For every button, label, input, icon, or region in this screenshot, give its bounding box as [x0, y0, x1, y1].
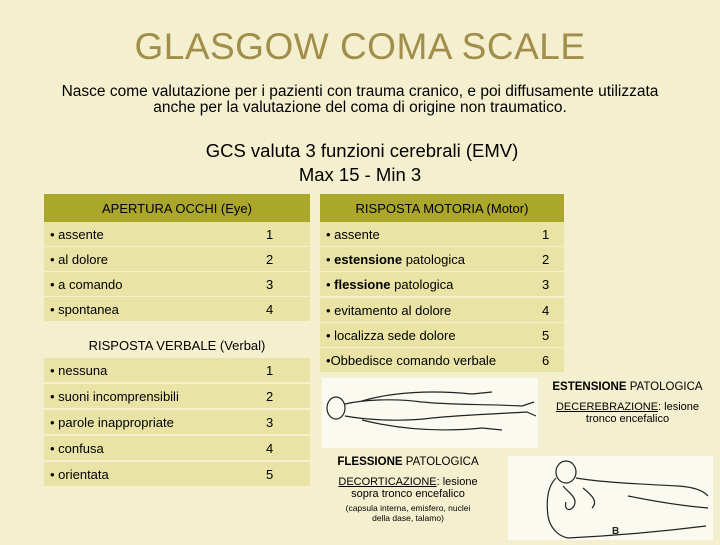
motor-row-bullet: •: [326, 302, 335, 318]
motor-row-score: 4: [542, 302, 550, 318]
verbal-row-score: 4: [266, 441, 274, 456]
intro-line-2: anche per la valutazione del coma di origine non traumatico.: [153, 99, 567, 116]
motor-row-score: 6: [542, 353, 550, 368]
intro-line-1: Nasce come valutazione per i pazienti con trauma cranico, e poi diffusamente utilizzata: [61, 83, 659, 100]
decerebrate-posture-image: [322, 378, 538, 448]
verbal-row: [44, 410, 310, 434]
decorticate-figure-icon: [508, 456, 713, 540]
page-title: GLASGOW COMA SCALE: [134, 26, 586, 67]
motor-row: [320, 272, 564, 296]
motor-row-bullet: •: [326, 353, 331, 368]
eye-row: [44, 297, 310, 321]
motor-row-label: [326, 277, 453, 292]
verbal-row-score: 2: [266, 389, 274, 404]
motor-row-rest: patologica: [390, 277, 454, 293]
decerebrate-figure-icon: [322, 378, 538, 448]
motor-row-bullet: •: [326, 252, 335, 268]
flexion-caption-desc1: : lesione: [436, 476, 478, 488]
verbal-row-label: • confusa: [50, 441, 104, 456]
eye-row: [44, 247, 310, 271]
flexion-caption-term: DECORTICAZIONE: [338, 476, 437, 488]
decorticate-posture-image: [508, 456, 713, 540]
motor-row-label: [326, 227, 380, 242]
motor-row: [320, 323, 564, 347]
motor-row-rest: assente: [334, 227, 380, 242]
motor-row-score: 5: [542, 327, 550, 343]
verbal-row-label: • orientata: [50, 467, 109, 482]
flexion-caption-desc2: sopra tronco encefalico: [351, 488, 465, 500]
intro-text: [30, 84, 690, 116]
extension-caption-desc1: : lesione: [658, 401, 700, 413]
motor-row-label: [326, 353, 496, 368]
motor-row-label: [326, 252, 465, 267]
motor-row-rest: evitamento al dolore: [334, 302, 452, 318]
verbal-header: RISPOSTA VERBALE (Verbal): [44, 326, 310, 362]
eye-row-score: 1: [266, 227, 274, 242]
eye-header: APERTURA OCCHI (Eye): [44, 194, 310, 224]
motor-row-bullet: •: [326, 327, 335, 343]
extension-caption-title-rest: PATOLOGICA: [626, 381, 703, 393]
motor-row-score: 3: [542, 277, 550, 293]
verbal-row: [44, 462, 310, 486]
verbal-row: [44, 358, 310, 382]
flexion-caption: [320, 456, 496, 523]
motor-row-bullet: •: [326, 277, 335, 293]
verbal-row-label: • parole inappropriate: [50, 415, 174, 430]
verbal-row-score: 3: [266, 415, 274, 430]
motor-row: [320, 348, 564, 372]
eye-row-label: • al dolore: [50, 252, 109, 267]
gcs-summary: GCS valuta 3 funzioni cerebrali (EMV): [205, 140, 519, 161]
extension-caption-desc2: tronco encefalico: [585, 413, 670, 425]
eye-row-label: • assente: [50, 227, 104, 242]
motor-row-rest: localizza sede dolore: [334, 327, 456, 343]
eye-row-score: 3: [266, 277, 274, 292]
verbal-row-label: • suoni incomprensibili: [50, 389, 179, 404]
image-label-b: B: [612, 526, 620, 537]
extension-caption-term: DECEREBRAZIONE: [555, 401, 659, 413]
motor-row-bullet: •: [326, 227, 335, 242]
motor-row-label: [326, 328, 456, 343]
gcs-range: Max 15 - Min 3: [298, 164, 422, 185]
eye-row-label: • a comando: [50, 277, 123, 292]
motor-row-label: [326, 303, 451, 318]
eye-row-score: 4: [266, 302, 274, 317]
motor-row-score: 1: [542, 227, 550, 242]
verbal-row: [44, 436, 310, 460]
extension-caption-title-bold: ESTENSIONE: [552, 381, 627, 393]
eye-row: [44, 272, 310, 296]
motor-row: [320, 247, 564, 271]
verbal-row: [44, 384, 310, 408]
motor-row-score: 2: [542, 252, 550, 268]
verbal-row-score: 5: [266, 467, 274, 482]
motor-row: [320, 222, 564, 246]
motor-row-rest: patologica: [402, 252, 465, 268]
eye-row-label: • spontanea: [50, 302, 119, 317]
extension-caption: [535, 381, 720, 425]
flexion-caption-title-rest: PATOLOGICA: [402, 456, 479, 468]
motor-row-rest: Obbedisce comando verbale: [330, 353, 497, 368]
eye-row-score: 2: [266, 252, 274, 267]
eye-row: [44, 222, 310, 246]
flexion-caption-note1: (capsula interna, emisfero, nuclei: [345, 503, 471, 513]
verbal-row-label: • nessuna: [50, 363, 108, 378]
motor-row-bold: estensione: [334, 252, 403, 268]
motor-header: RISPOSTA MOTORIA (Motor): [320, 194, 564, 224]
motor-row: [320, 298, 564, 322]
flexion-caption-title-bold: FLESSIONE: [337, 456, 403, 468]
verbal-row-score: 1: [266, 363, 274, 378]
motor-row-bold: flessione: [334, 277, 391, 293]
flexion-caption-note2: della dase, talamo): [372, 513, 444, 523]
